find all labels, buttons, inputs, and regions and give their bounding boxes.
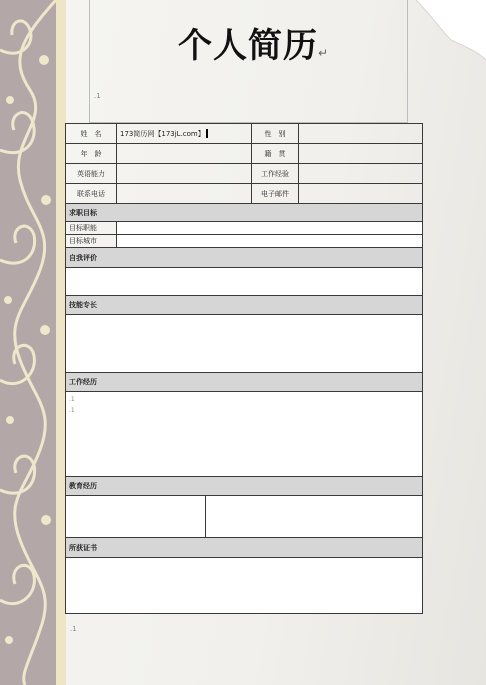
section-skills: 技能专长 <box>66 296 423 315</box>
section-objective: 求职目标 <box>66 204 423 222</box>
floral-border <box>0 0 66 685</box>
gender-label: 性 别 <box>252 124 299 144</box>
phone-value[interactable] <box>117 184 252 204</box>
origin-value[interactable] <box>299 144 423 164</box>
self-eval-content[interactable] <box>66 268 423 296</box>
page-curl <box>406 0 486 70</box>
target-city-value[interactable] <box>117 235 423 248</box>
experience-label: 工作经验 <box>252 164 299 184</box>
age-label: 年 龄 <box>66 144 117 164</box>
origin-label: 籍 贯 <box>252 144 299 164</box>
page-title: 个人简历↵ <box>178 26 330 66</box>
certificates-content[interactable] <box>66 558 423 614</box>
target-job-value[interactable] <box>117 222 423 235</box>
name-value[interactable]: 173简历网【173jL.com】 <box>117 124 252 144</box>
work-content[interactable] <box>66 392 423 477</box>
education-detail-cell[interactable] <box>206 496 423 538</box>
resume-table <box>65 123 423 614</box>
section-education: 教育经历 <box>66 477 423 496</box>
paragraph-mark-bottom: .1 <box>70 625 77 633</box>
target-job-label: 目标职能 <box>66 222 117 235</box>
section-certificates: 所获证书 <box>66 538 423 558</box>
section-self-eval: 自我评价 <box>66 248 423 268</box>
section-work: 工作经历 <box>66 373 423 392</box>
paragraph-mark: .1 <box>69 407 75 414</box>
experience-value[interactable] <box>299 164 423 184</box>
paragraph-mark: .1 <box>94 92 101 100</box>
age-value[interactable] <box>117 144 252 164</box>
english-value[interactable] <box>117 164 252 184</box>
email-value[interactable] <box>299 184 423 204</box>
return-mark: ↵ <box>318 46 330 60</box>
email-label: 电子邮件 <box>252 184 299 204</box>
paragraph-mark: .1 <box>69 396 75 403</box>
target-city-label: 目标城市 <box>66 235 117 248</box>
phone-label: 联系电话 <box>66 184 117 204</box>
name-label: 姓 名 <box>66 124 117 144</box>
education-date-cell[interactable] <box>66 496 206 538</box>
skills-content[interactable] <box>66 315 423 373</box>
english-label: 英语能力 <box>66 164 117 184</box>
gender-value[interactable] <box>299 124 423 144</box>
text-cursor <box>206 129 208 138</box>
